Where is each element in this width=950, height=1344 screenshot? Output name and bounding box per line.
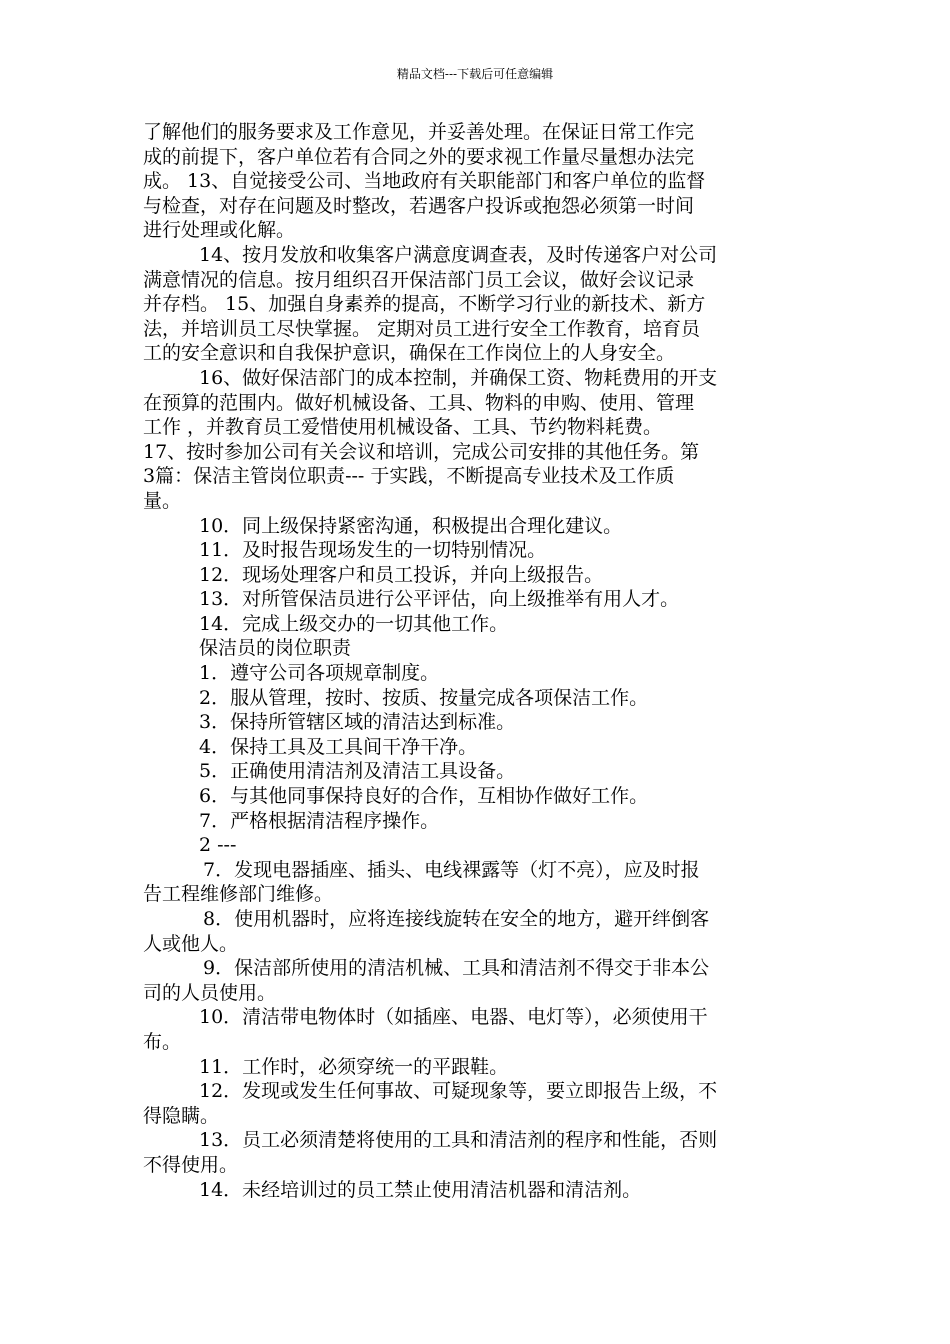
text-line: 16、做好保洁部门的成本控制，并确保工资、物耗费用的开支 [199,366,718,389]
text-line: 并存档。 15、加强自身素养的提高，不断学习行业的新技术、新方 [143,293,706,316]
text-line: 司的人员使用。 [143,981,277,1004]
text-line: 8．使用机器时，应将连接线旋转在安全的地方，避开绊倒客 [203,908,710,930]
text-line: 进行处理或化解。 [143,219,296,242]
text-line: 5．正确使用清洁剂及清洁工具设备。 [199,760,516,783]
text-line: 13．对所管保洁员进行公平评估，向上级推举有用人才。 [199,588,680,611]
text-line: 9．保洁部所使用的清洁机械、工具和清洁剂不得交于非本公 [203,957,710,980]
text-line: 3篇：保洁主管岗位职责--- 于实践，不断提高专业技术及工作质 [143,465,675,488]
text-line: 12．发现或发生任何事故、可疑现象等，要立即报告上级，不 [199,1080,718,1103]
text-line: 14．未经培训过的员工禁止使用清洁机器和清洁剂。 [199,1178,642,1201]
text-line: 14．完成上级交办的一切其他工作。 [199,612,509,635]
text-line: 在预算的范围内。做好机械设备、工具、物料的申购、使用、管理 [143,391,695,414]
text-line: 7．发现电器插座、插头、电线裸露等（灯不亮），应及时报 [203,858,700,881]
text-line: 成。 13、自觉接受公司、当地政府有关职能部门和客户单位的监督 [143,170,706,193]
text-line: 6．与其他同事保持良好的合作，互相协作做好工作。 [199,785,649,808]
text-line: 13．员工必须清楚将使用的工具和清洁剂的程序和性能，否则 [199,1129,718,1152]
text-line: 14、按月发放和收集客户满意度调查表，及时传递客户对公司 [199,243,718,266]
text-line: 保洁员的岗位职责 [199,637,352,660]
text-line: 人或他人。 [143,932,239,955]
text-line: 告工程维修部门维修。 [143,883,334,906]
text-line: 工作 ，并教育员工爱惜使用机械设备、工具、节约物料耗费。 [143,416,663,439]
text-line: 与检查，对存在问题及时整改，若遇客户投诉或抱怨必须第一时间 [143,194,695,217]
text-line: 工的安全意识和自我保护意识，确保在工作岗位上的人身安全。 [143,342,676,365]
text-line: 3．保持所管辖区域的清洁达到标准。 [199,711,516,734]
text-line: 11．工作时，必须穿统一的平跟鞋。 [199,1055,509,1078]
text-line: 量。 [143,489,182,512]
text-line: 满意情况的信息。按月组织召开保洁部门员工会议，做好会议记录 [143,268,695,291]
text-line: 7．严格根据清洁程序操作。 [199,809,440,832]
text-line: 得隐瞒。 [143,1104,220,1127]
text-line: 10．清洁带电物体时（如插座、电器、电灯等），必须使用干 [199,1006,708,1029]
text-line: 17、按时参加公司有关会议和培训，完成公司安排的其他任务。第 [143,440,700,463]
text-line: 10．同上级保持紧密沟通，积极提出合理化建议。 [199,514,623,537]
text-line: 2 --- [199,834,237,857]
document-body [143,120,807,1202]
text-line: 1．遵守公司各项规章制度。 [199,662,440,685]
text-line: 11．及时报告现场发生的一切特别情况。 [199,539,547,562]
text-line: 4．保持工具及工具间干净干净。 [199,735,478,758]
page-header: 精品文档---下载后可任意编辑 [396,67,554,81]
text-line: 不得使用。 [143,1153,239,1176]
text-line: 成的前提下，客户单位若有合同之外的要求视工作量尽量想办法完 [143,145,695,168]
text-line: 了解他们的服务要求及工作意见，并妥善处理。在保证日常工作完 [143,121,695,143]
text-line: 布。 [143,1030,182,1053]
text-line: 法，并培训员工尽快掌握。 定期对员工进行安全工作教育，培育员 [143,317,701,340]
text-line: 12．现场处理客户和员工投诉，并向上级报告。 [199,563,604,586]
text-line: 2．服从管理，按时、按质、按量完成各项保洁工作。 [199,686,649,709]
